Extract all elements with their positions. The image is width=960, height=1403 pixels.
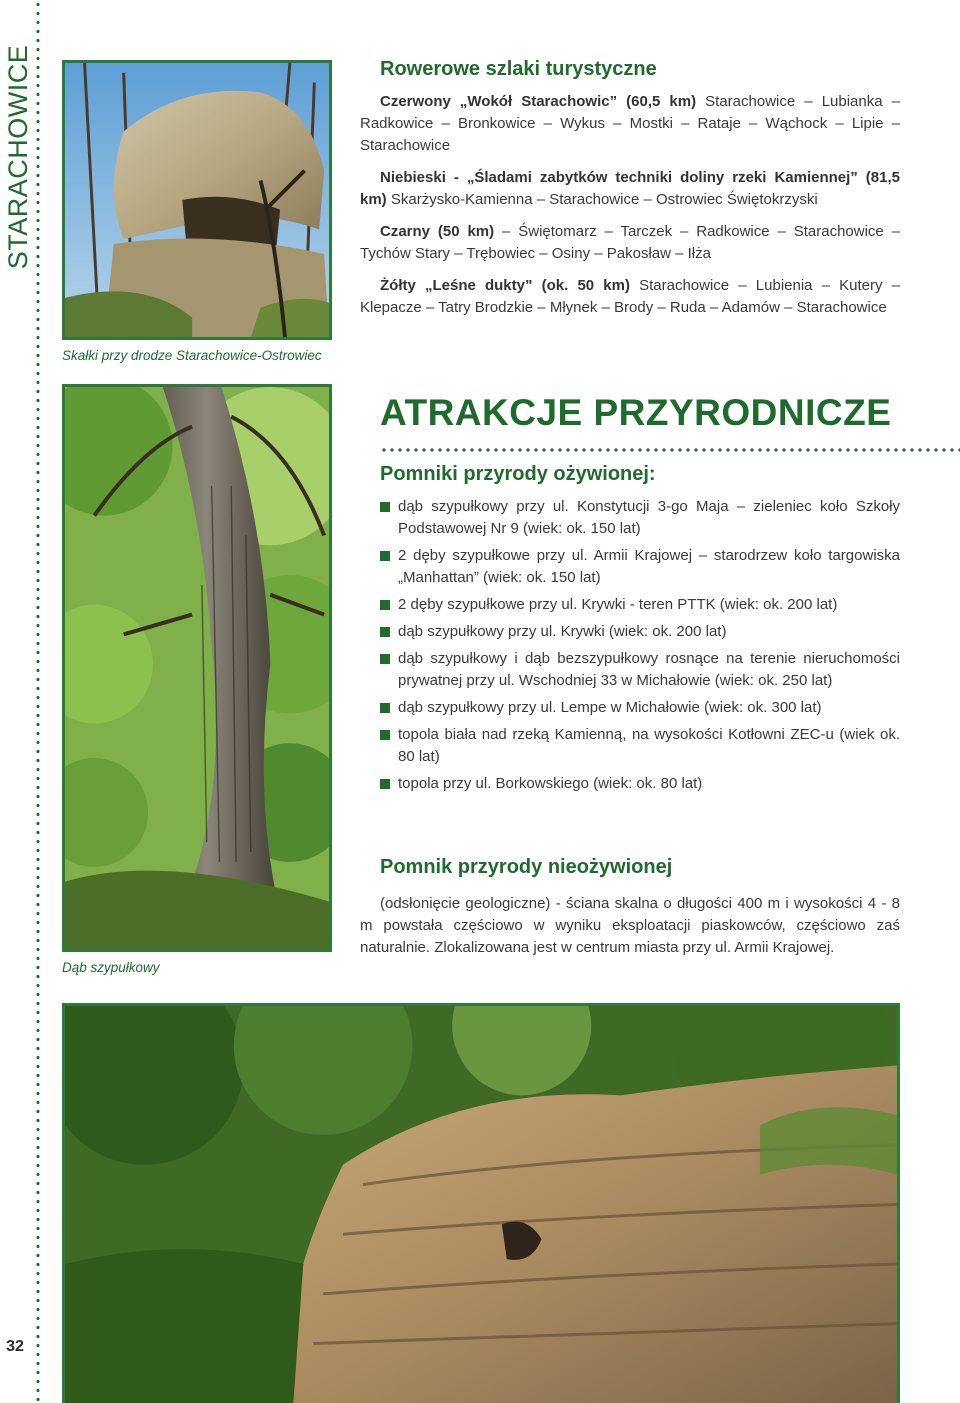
- page-number: 32: [6, 1338, 24, 1355]
- list-item: 2 dęby szypułkowe przy ul. Krywki - teren PTTK (wiek: ok. 200 lat): [380, 594, 900, 616]
- photo-oak-tree: [62, 384, 332, 952]
- trail-description: – Świętomarz – Tarczek – Radkowice – Starachowice – Tychów Stary – Trębowiec – Osiny – Pakosław – Iłża: [360, 223, 900, 262]
- nonliving-monument-text: (odsłonięcie geologiczne) - ściana skalna o długości 400 m i wysokości 4 - 8 m powstała częściowo w wyniku eksploatacji piaskowców, częściowo zaś naturalnie. Zlokalizowana jest w centrum miasta przy ul. Armii Krajowej.: [360, 895, 900, 956]
- photo-rock-wall: [62, 1003, 900, 1403]
- trail-blue: [360, 167, 900, 211]
- trail-description: Starachowice – Lubienia – Kutery – Klepacze – Tatry Brodzkie – Młynek – Brody – Ruda – Adamów – Starachowice: [360, 277, 900, 316]
- list-item: dąb szypułkowy przy ul. Lempe w Michałowie (wiek: ok. 300 lat): [380, 697, 900, 719]
- trail-name: Czerwony „Wokół Starachowic” (60,5 km): [380, 93, 697, 110]
- list-item: topola biała nad rzeką Kamienną, na wysokości Kotłowni ZEC-u (wiek ok. 80 lat): [380, 724, 900, 768]
- nature-heading: ATRAKCJE PRZYRODNICZE: [380, 392, 892, 433]
- living-monuments-list: [380, 496, 900, 800]
- bike-trails-heading: Rowerowe szlaki turystyczne: [380, 58, 657, 80]
- trail-description: Skarżysko-Kamienna – Starachowice – Ostrowiec Świętokrzyski: [390, 191, 818, 208]
- list-item: dąb szypułkowy i dąb bezszypułkowy rosnące na terenie nieruchomości prywatnej przy ul. Wschodniej 33 w Michałowie (wiek: ok. 250 lat): [380, 648, 900, 692]
- list-item: topola przy ul. Borkowskiego (wiek: ok. 80 lat): [380, 773, 900, 795]
- trail-red: [360, 91, 900, 157]
- trail-name: Czarny (50 km): [380, 223, 495, 240]
- photo-caption-rocks: Skałki przy drodze Starachowice-Ostrowiec: [62, 348, 322, 363]
- trail-yellow: [360, 275, 900, 319]
- living-monuments-heading: Pomniki przyrody ożywionej:: [380, 463, 656, 485]
- photo-caption-oak: Dąb szypułkowy: [62, 960, 160, 975]
- trail-description: Starachowice – Lubianka – Radkowice – Bronkowice – Wykus – Mostki – Rataje – Wąchock – Lipie – Starachowice: [360, 93, 900, 154]
- nonliving-monument-heading: Pomnik przyrody nieożywionej: [380, 856, 673, 878]
- trail-black: [360, 221, 900, 265]
- trail-name: Niebieski - „Śladami zabytków techniki doliny rzeki Kamiennej” (81,5 km): [360, 169, 900, 208]
- bike-trails-section: [360, 58, 900, 319]
- side-title: STARACHOWICE: [3, 44, 33, 270]
- trail-name: Żółty „Leśne dukty” (ok. 50 km): [380, 277, 630, 294]
- list-item: 2 dęby szypułkowe przy ul. Armii Krajowej – starodrzew koło targowiska „Manhattan” (wiek: ok. 150 lat): [380, 545, 900, 589]
- list-item: dąb szypułkowy przy ul. Krywki (wiek: ok. 200 lat): [380, 621, 900, 643]
- list-item: dąb szypułkowy przy ul. Konstytucji 3-go Maja – zieleniec koło Szkoły Podstawowej Nr 9 (wiek: ok. 150 lat): [380, 496, 900, 540]
- heading-dotted-rule: [380, 447, 960, 453]
- photo-rocks: [62, 60, 332, 340]
